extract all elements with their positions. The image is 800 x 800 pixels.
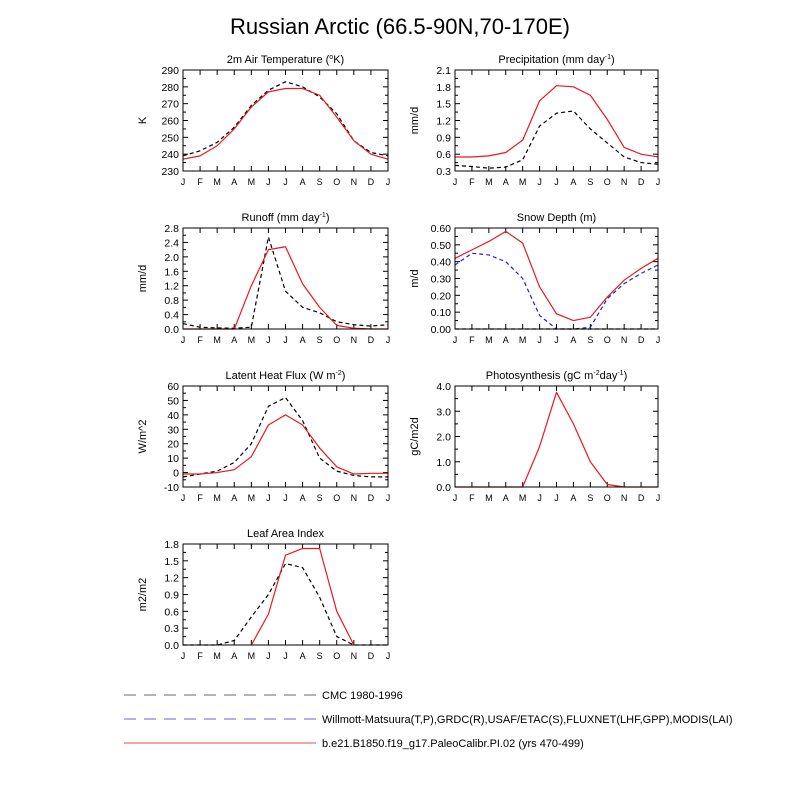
y-tick-label: 1.5 bbox=[436, 98, 451, 111]
x-tick-label: A bbox=[570, 493, 577, 503]
y-tick-label: 0.8 bbox=[164, 295, 179, 308]
x-tick-label: D bbox=[367, 177, 375, 187]
panel-title-text: ) bbox=[623, 370, 628, 382]
x-tick-label: J bbox=[180, 651, 186, 661]
x-tick-label: S bbox=[587, 335, 594, 345]
x-tick-label: D bbox=[637, 335, 645, 345]
x-tick-label: N bbox=[620, 177, 628, 187]
x-tick-label: F bbox=[469, 177, 475, 187]
x-tick-label: S bbox=[316, 335, 323, 345]
x-tick-label: J bbox=[283, 335, 288, 345]
plot-frame bbox=[183, 228, 388, 329]
x-tick-label: A bbox=[231, 335, 238, 345]
x-tick-label: J bbox=[283, 177, 288, 187]
x-tick-label: M bbox=[485, 335, 493, 345]
legend bbox=[124, 690, 733, 750]
legend-label: CMC 1980-1996 bbox=[322, 690, 403, 702]
x-tick-label: J bbox=[655, 335, 661, 345]
legend-entry bbox=[124, 714, 733, 726]
x-tick-label: A bbox=[299, 493, 306, 503]
panel-title-text: ) bbox=[610, 54, 615, 66]
x-tick-label: S bbox=[587, 177, 594, 187]
chart-panel-3 bbox=[137, 212, 390, 345]
series-line-solid bbox=[455, 392, 658, 487]
y-tick-label: 50 bbox=[167, 395, 179, 408]
y-tick-label: 0.00 bbox=[430, 324, 451, 336]
y-tick-label: 0.0 bbox=[436, 482, 451, 494]
y-tick-label: 4.0 bbox=[436, 381, 451, 393]
x-tick-label: J bbox=[180, 493, 186, 503]
x-tick-label: A bbox=[502, 493, 509, 503]
x-tick-label: N bbox=[350, 335, 358, 345]
y-tick-label: 1.5 bbox=[164, 555, 179, 568]
series-line-dashed bbox=[455, 111, 658, 168]
y-tick-label: 40 bbox=[167, 409, 179, 422]
series-line-solid bbox=[183, 89, 388, 160]
plot-frame bbox=[183, 544, 388, 645]
panel-title-text: ) bbox=[325, 212, 330, 224]
x-tick-label: O bbox=[333, 335, 341, 345]
panel-title-superscript: -1 bbox=[319, 212, 326, 219]
legend-entry bbox=[124, 738, 584, 750]
y-axis-label: mm/d bbox=[137, 264, 149, 293]
x-tick-label: M bbox=[485, 177, 493, 187]
panel-title-text: K) bbox=[333, 54, 345, 66]
y-tick-label: 0.10 bbox=[430, 307, 451, 320]
series-line-solid bbox=[455, 86, 658, 157]
x-tick-label: J bbox=[452, 493, 458, 503]
x-tick-label: A bbox=[570, 177, 577, 187]
x-tick-label: N bbox=[620, 493, 628, 503]
legend-label: Willmott-Matsuura(T,P),GRDC(R),USAF/ETAC(S),FLUXNET(LHF,GPP),MODIS(LAI) bbox=[322, 714, 733, 726]
series-line-dashed bbox=[183, 398, 388, 477]
y-tick-label: 1.2 bbox=[436, 115, 451, 128]
panel-title-superscript: o bbox=[329, 54, 334, 61]
series-line-solid bbox=[183, 415, 388, 474]
x-tick-label: F bbox=[197, 651, 203, 661]
y-tick-label: 0.4 bbox=[164, 309, 179, 322]
panels bbox=[137, 54, 660, 661]
x-tick-label: N bbox=[350, 651, 358, 661]
x-tick-label: J bbox=[554, 177, 559, 187]
x-tick-label: J bbox=[537, 335, 542, 345]
x-tick-label: J bbox=[385, 651, 391, 661]
x-tick-label: A bbox=[231, 651, 238, 661]
x-tick-label: A bbox=[299, 335, 306, 345]
x-tick-label: F bbox=[197, 493, 203, 503]
panel-title-text: Snow Depth (m) bbox=[516, 212, 597, 224]
panel-title-text: Photosynthesis (gC m bbox=[485, 370, 594, 382]
y-tick-label: 0.0 bbox=[164, 324, 179, 336]
y-tick-label: 0.20 bbox=[430, 290, 451, 303]
x-tick-label: J bbox=[180, 335, 186, 345]
figure-title: Russian Arctic (66.5-90N,70-170E) bbox=[230, 14, 570, 39]
x-tick-label: S bbox=[316, 177, 323, 187]
y-tick-label: 0.9 bbox=[436, 132, 451, 145]
panel-title-text: Precipitation (mm day bbox=[498, 54, 605, 66]
x-tick-label: J bbox=[385, 335, 391, 345]
y-tick-label: 280 bbox=[161, 81, 179, 94]
x-tick-label: M bbox=[518, 177, 527, 187]
x-tick-label: F bbox=[197, 177, 203, 187]
series-line-dashed bbox=[455, 253, 658, 329]
x-tick-label: F bbox=[469, 335, 475, 345]
x-tick-label: J bbox=[266, 335, 271, 345]
x-tick-label: A bbox=[502, 335, 509, 345]
x-tick-label: M bbox=[247, 651, 256, 661]
y-tick-label: 1.8 bbox=[436, 81, 451, 94]
x-tick-label: J bbox=[452, 177, 458, 187]
x-tick-label: J bbox=[655, 177, 661, 187]
y-axis-label: gC/m2d bbox=[409, 417, 421, 456]
y-tick-label: 20 bbox=[167, 438, 179, 451]
panel-title-text: ) bbox=[341, 370, 346, 382]
x-tick-label: A bbox=[231, 177, 238, 187]
panel-title bbox=[227, 54, 344, 66]
panel-title bbox=[486, 370, 628, 382]
y-tick-label: 250 bbox=[161, 132, 179, 145]
x-tick-label: M bbox=[247, 493, 256, 503]
chart-panel-6 bbox=[409, 370, 660, 503]
x-tick-label: D bbox=[367, 493, 375, 503]
x-tick-label: M bbox=[247, 177, 256, 187]
x-tick-label: A bbox=[231, 493, 238, 503]
x-tick-label: J bbox=[452, 335, 458, 345]
y-tick-label: 2.8 bbox=[164, 223, 179, 235]
x-tick-label: A bbox=[502, 177, 509, 187]
y-tick-label: -10 bbox=[163, 482, 179, 494]
chart-panel-4 bbox=[409, 212, 660, 345]
y-tick-label: 0.30 bbox=[430, 273, 451, 286]
x-tick-label: O bbox=[603, 493, 611, 503]
panel-title bbox=[226, 370, 346, 382]
x-tick-label: J bbox=[385, 493, 391, 503]
panel-title-superscript: -1 bbox=[617, 370, 624, 377]
plot-frame bbox=[455, 386, 658, 487]
panel-title-text: Leaf Area Index bbox=[246, 528, 325, 540]
y-tick-label: 0.6 bbox=[164, 606, 179, 619]
x-tick-label: N bbox=[620, 335, 628, 345]
x-tick-label: S bbox=[316, 493, 323, 503]
x-tick-label: D bbox=[637, 493, 645, 503]
y-axis-label: mm/d bbox=[409, 106, 421, 135]
y-tick-label: 2.4 bbox=[164, 237, 179, 250]
y-tick-label: 230 bbox=[161, 166, 179, 178]
x-tick-label: J bbox=[283, 651, 288, 661]
x-tick-label: S bbox=[587, 493, 594, 503]
chart-panel-2 bbox=[409, 54, 660, 187]
y-tick-label: 1.2 bbox=[164, 280, 179, 293]
x-tick-label: O bbox=[333, 177, 341, 187]
x-tick-label: M bbox=[213, 651, 221, 661]
x-tick-label: J bbox=[266, 177, 271, 187]
x-tick-label: M bbox=[518, 335, 527, 345]
panel-title bbox=[247, 528, 325, 540]
y-tick-label: 2.0 bbox=[164, 251, 179, 264]
x-tick-label: A bbox=[299, 177, 306, 187]
x-tick-label: J bbox=[385, 177, 391, 187]
panel-title-superscript: -2 bbox=[335, 370, 342, 377]
y-tick-label: 1.2 bbox=[164, 572, 179, 585]
y-tick-label: 0.50 bbox=[430, 239, 451, 252]
y-tick-label: 10 bbox=[167, 453, 179, 466]
y-tick-label: 1.6 bbox=[164, 266, 179, 279]
x-tick-label: M bbox=[213, 177, 221, 187]
chart-panel-5 bbox=[137, 370, 390, 503]
panel-title-text: Runoff (mm day bbox=[241, 212, 320, 224]
x-tick-label: N bbox=[350, 493, 358, 503]
y-tick-label: 260 bbox=[161, 115, 179, 128]
x-tick-label: O bbox=[333, 651, 341, 661]
y-tick-label: 0.40 bbox=[430, 256, 451, 269]
y-tick-label: 0.3 bbox=[436, 166, 451, 178]
series-line-dashed bbox=[183, 82, 388, 156]
panel-title-superscript: -2 bbox=[593, 370, 600, 377]
y-tick-label: 1.8 bbox=[164, 539, 179, 551]
x-tick-label: A bbox=[570, 335, 577, 345]
y-axis-label: W/m^2 bbox=[137, 419, 149, 454]
y-tick-label: 290 bbox=[161, 65, 179, 77]
x-tick-label: N bbox=[350, 177, 358, 187]
x-tick-label: M bbox=[518, 493, 527, 503]
y-tick-label: 0.0 bbox=[164, 640, 179, 652]
y-tick-label: 270 bbox=[161, 98, 179, 111]
x-tick-label: D bbox=[637, 177, 645, 187]
y-tick-label: 0.9 bbox=[164, 589, 179, 602]
y-tick-label: 0.6 bbox=[436, 149, 451, 162]
y-tick-label: 2.1 bbox=[436, 65, 451, 77]
series-line-dashed bbox=[183, 564, 388, 645]
x-tick-label: J bbox=[266, 493, 271, 503]
y-tick-label: 60 bbox=[167, 381, 179, 393]
chart-panel-7 bbox=[137, 528, 390, 661]
panel-title-superscript: -1 bbox=[604, 54, 611, 61]
series-line-solid bbox=[455, 231, 658, 320]
x-tick-label: J bbox=[554, 493, 559, 503]
x-tick-label: D bbox=[367, 651, 375, 661]
y-axis-label: m/d bbox=[409, 269, 421, 288]
series-line-dashed bbox=[183, 237, 388, 328]
x-tick-label: A bbox=[299, 651, 306, 661]
panel-title-text: day bbox=[599, 370, 618, 382]
panel-title bbox=[517, 212, 596, 224]
x-tick-label: M bbox=[247, 335, 256, 345]
x-tick-label: J bbox=[554, 335, 559, 345]
series-line-solid bbox=[183, 247, 388, 329]
plot-frame bbox=[183, 70, 388, 171]
x-tick-label: F bbox=[469, 493, 475, 503]
x-tick-label: J bbox=[537, 493, 542, 503]
panel-title-text: 2m Air Temperature ( bbox=[226, 54, 330, 66]
y-tick-label: 0 bbox=[173, 467, 179, 480]
y-tick-label: 30 bbox=[167, 424, 179, 437]
panel-title-text: Latent Heat Flux (W m bbox=[225, 370, 336, 382]
legend-label: b.e21.B1850.f19_g17.PaleoCalibr.PI.02 (yrs 470-499) bbox=[322, 738, 584, 750]
x-tick-label: O bbox=[603, 335, 611, 345]
y-tick-label: 240 bbox=[161, 149, 179, 162]
y-axis-label: m2/m2 bbox=[137, 577, 149, 612]
x-tick-label: S bbox=[316, 651, 323, 661]
panel-title bbox=[498, 54, 614, 66]
x-tick-label: J bbox=[180, 177, 186, 187]
x-tick-label: J bbox=[537, 177, 542, 187]
y-tick-label: 3.0 bbox=[436, 406, 451, 419]
chart-panel-1 bbox=[137, 54, 390, 187]
x-tick-label: O bbox=[603, 177, 611, 187]
x-tick-label: M bbox=[485, 493, 493, 503]
panel-title bbox=[242, 212, 330, 224]
x-tick-label: D bbox=[367, 335, 375, 345]
x-tick-label: O bbox=[333, 493, 341, 503]
x-tick-label: F bbox=[197, 335, 203, 345]
y-tick-label: 1.0 bbox=[436, 456, 451, 469]
y-tick-label: 0.3 bbox=[164, 623, 179, 636]
x-tick-label: M bbox=[213, 335, 221, 345]
x-tick-label: J bbox=[283, 493, 288, 503]
x-tick-label: J bbox=[266, 651, 271, 661]
y-tick-label: 0.60 bbox=[430, 223, 451, 235]
x-tick-label: M bbox=[213, 493, 221, 503]
legend-entry bbox=[124, 690, 403, 702]
x-tick-label: J bbox=[655, 493, 661, 503]
y-axis-label: K bbox=[137, 116, 149, 125]
y-tick-label: 2.0 bbox=[436, 431, 451, 444]
